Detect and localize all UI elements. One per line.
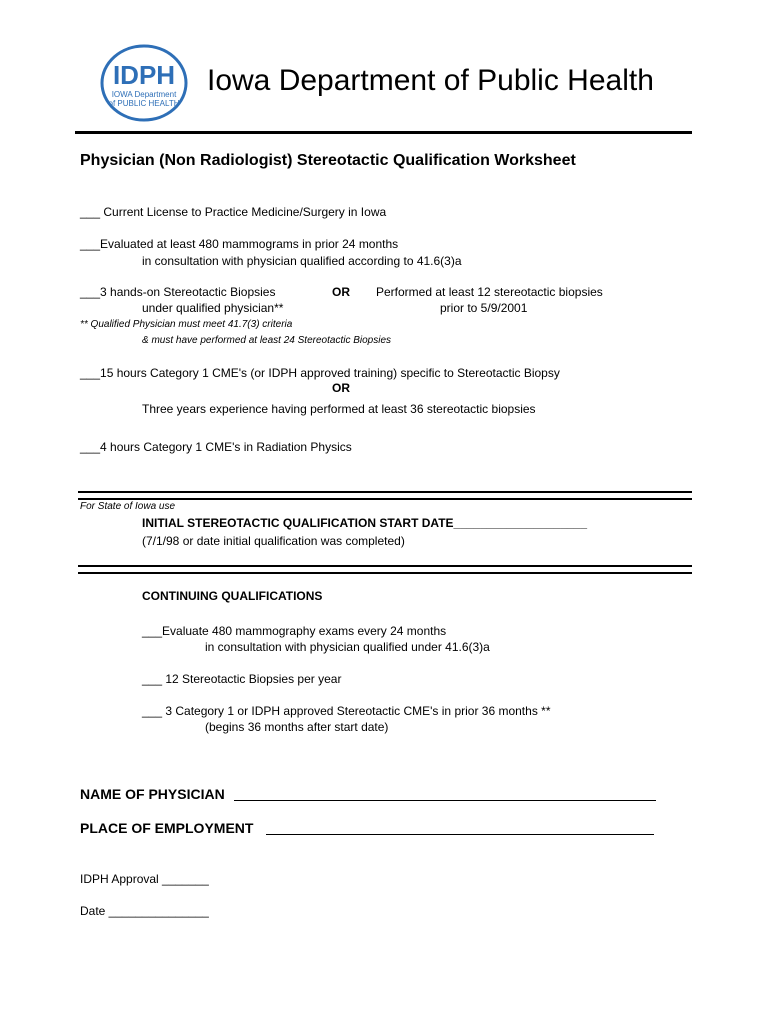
mammo-item-detail: in consultation with physician qualified according to 41.6(3)a bbox=[142, 254, 462, 268]
worksheet-title: Physician (Non Radiologist) Stereotactic Qualification Worksheet bbox=[80, 152, 576, 169]
performed-item: Performed at least 12 stereotactic biopsies bbox=[376, 285, 603, 299]
start-date-note: (7/1/98 or date initial qualification was completed) bbox=[142, 534, 405, 548]
continuing-cme-item: ___ 3 Category 1 or IDPH approved Stereotactic CME's in prior 36 months ** bbox=[142, 704, 551, 718]
continuing-biopsies-item: ___ 12 Stereotactic Biopsies per year bbox=[142, 672, 342, 686]
handson-item-detail: under qualified physician** bbox=[142, 301, 284, 315]
employment-field[interactable] bbox=[266, 834, 654, 835]
performed-item-detail: prior to 5/9/2001 bbox=[440, 301, 528, 315]
footnote-detail: & must have performed at least 24 Stereotactic Biopsies bbox=[142, 335, 392, 346]
license-item: ___ Current License to Practice Medicine/Surgery in Iowa bbox=[80, 205, 387, 219]
logo-line1: IOWA Department bbox=[111, 90, 177, 99]
start-date-field[interactable]: INITIAL STEREOTACTIC QUALIFICATION START DATE____________________ bbox=[142, 516, 588, 530]
physician-name-field[interactable] bbox=[234, 800, 656, 801]
continuing-heading: CONTINUING QUALIFICATIONS bbox=[142, 589, 323, 603]
logo-abbr: IDPH bbox=[112, 60, 176, 90]
physician-name-label: NAME OF PHYSICIAN bbox=[80, 786, 225, 802]
continuing-eval-detail: in consultation with physician qualified under 41.6(3)a bbox=[205, 640, 490, 654]
or-label: OR bbox=[332, 285, 350, 299]
or-label-2: OR bbox=[332, 381, 350, 395]
footnote: ** Qualified Physician must meet 41.7(3) criteria bbox=[80, 319, 293, 330]
physics-item: ___4 hours Category 1 CME's in Radiation Physics bbox=[80, 440, 352, 454]
state-use-label: For State of Iowa use bbox=[80, 501, 176, 512]
continuing-cme-detail: (begins 36 months after start date) bbox=[205, 720, 389, 734]
idph-approval-field[interactable]: IDPH Approval _______ bbox=[80, 872, 209, 886]
page-title: Iowa Department of Public Health bbox=[207, 64, 654, 97]
handson-item: ___3 hands-on Stereotactic Biopsies bbox=[80, 285, 276, 299]
three-years-item: Three years experience having performed at least 36 stereotactic biopsies bbox=[142, 402, 536, 416]
logo-line2: of PUBLIC HEALTH bbox=[108, 99, 180, 108]
continuing-eval-item: ___Evaluate 480 mammography exams every 24 months bbox=[142, 624, 447, 638]
cme-item: ___15 hours Category 1 CME's (or IDPH approved training) specific to Stereotactic Biopsy bbox=[80, 366, 560, 380]
state-use-rule-top bbox=[78, 491, 692, 500]
state-use-rule-bottom bbox=[78, 565, 692, 574]
header-rule bbox=[75, 131, 692, 134]
idph-logo bbox=[100, 44, 192, 122]
employment-label: PLACE OF EMPLOYMENT bbox=[80, 820, 254, 836]
date-field[interactable]: Date _______________ bbox=[80, 904, 209, 918]
mammo-item: ___Evaluated at least 480 mammograms in prior 24 months bbox=[80, 237, 399, 251]
